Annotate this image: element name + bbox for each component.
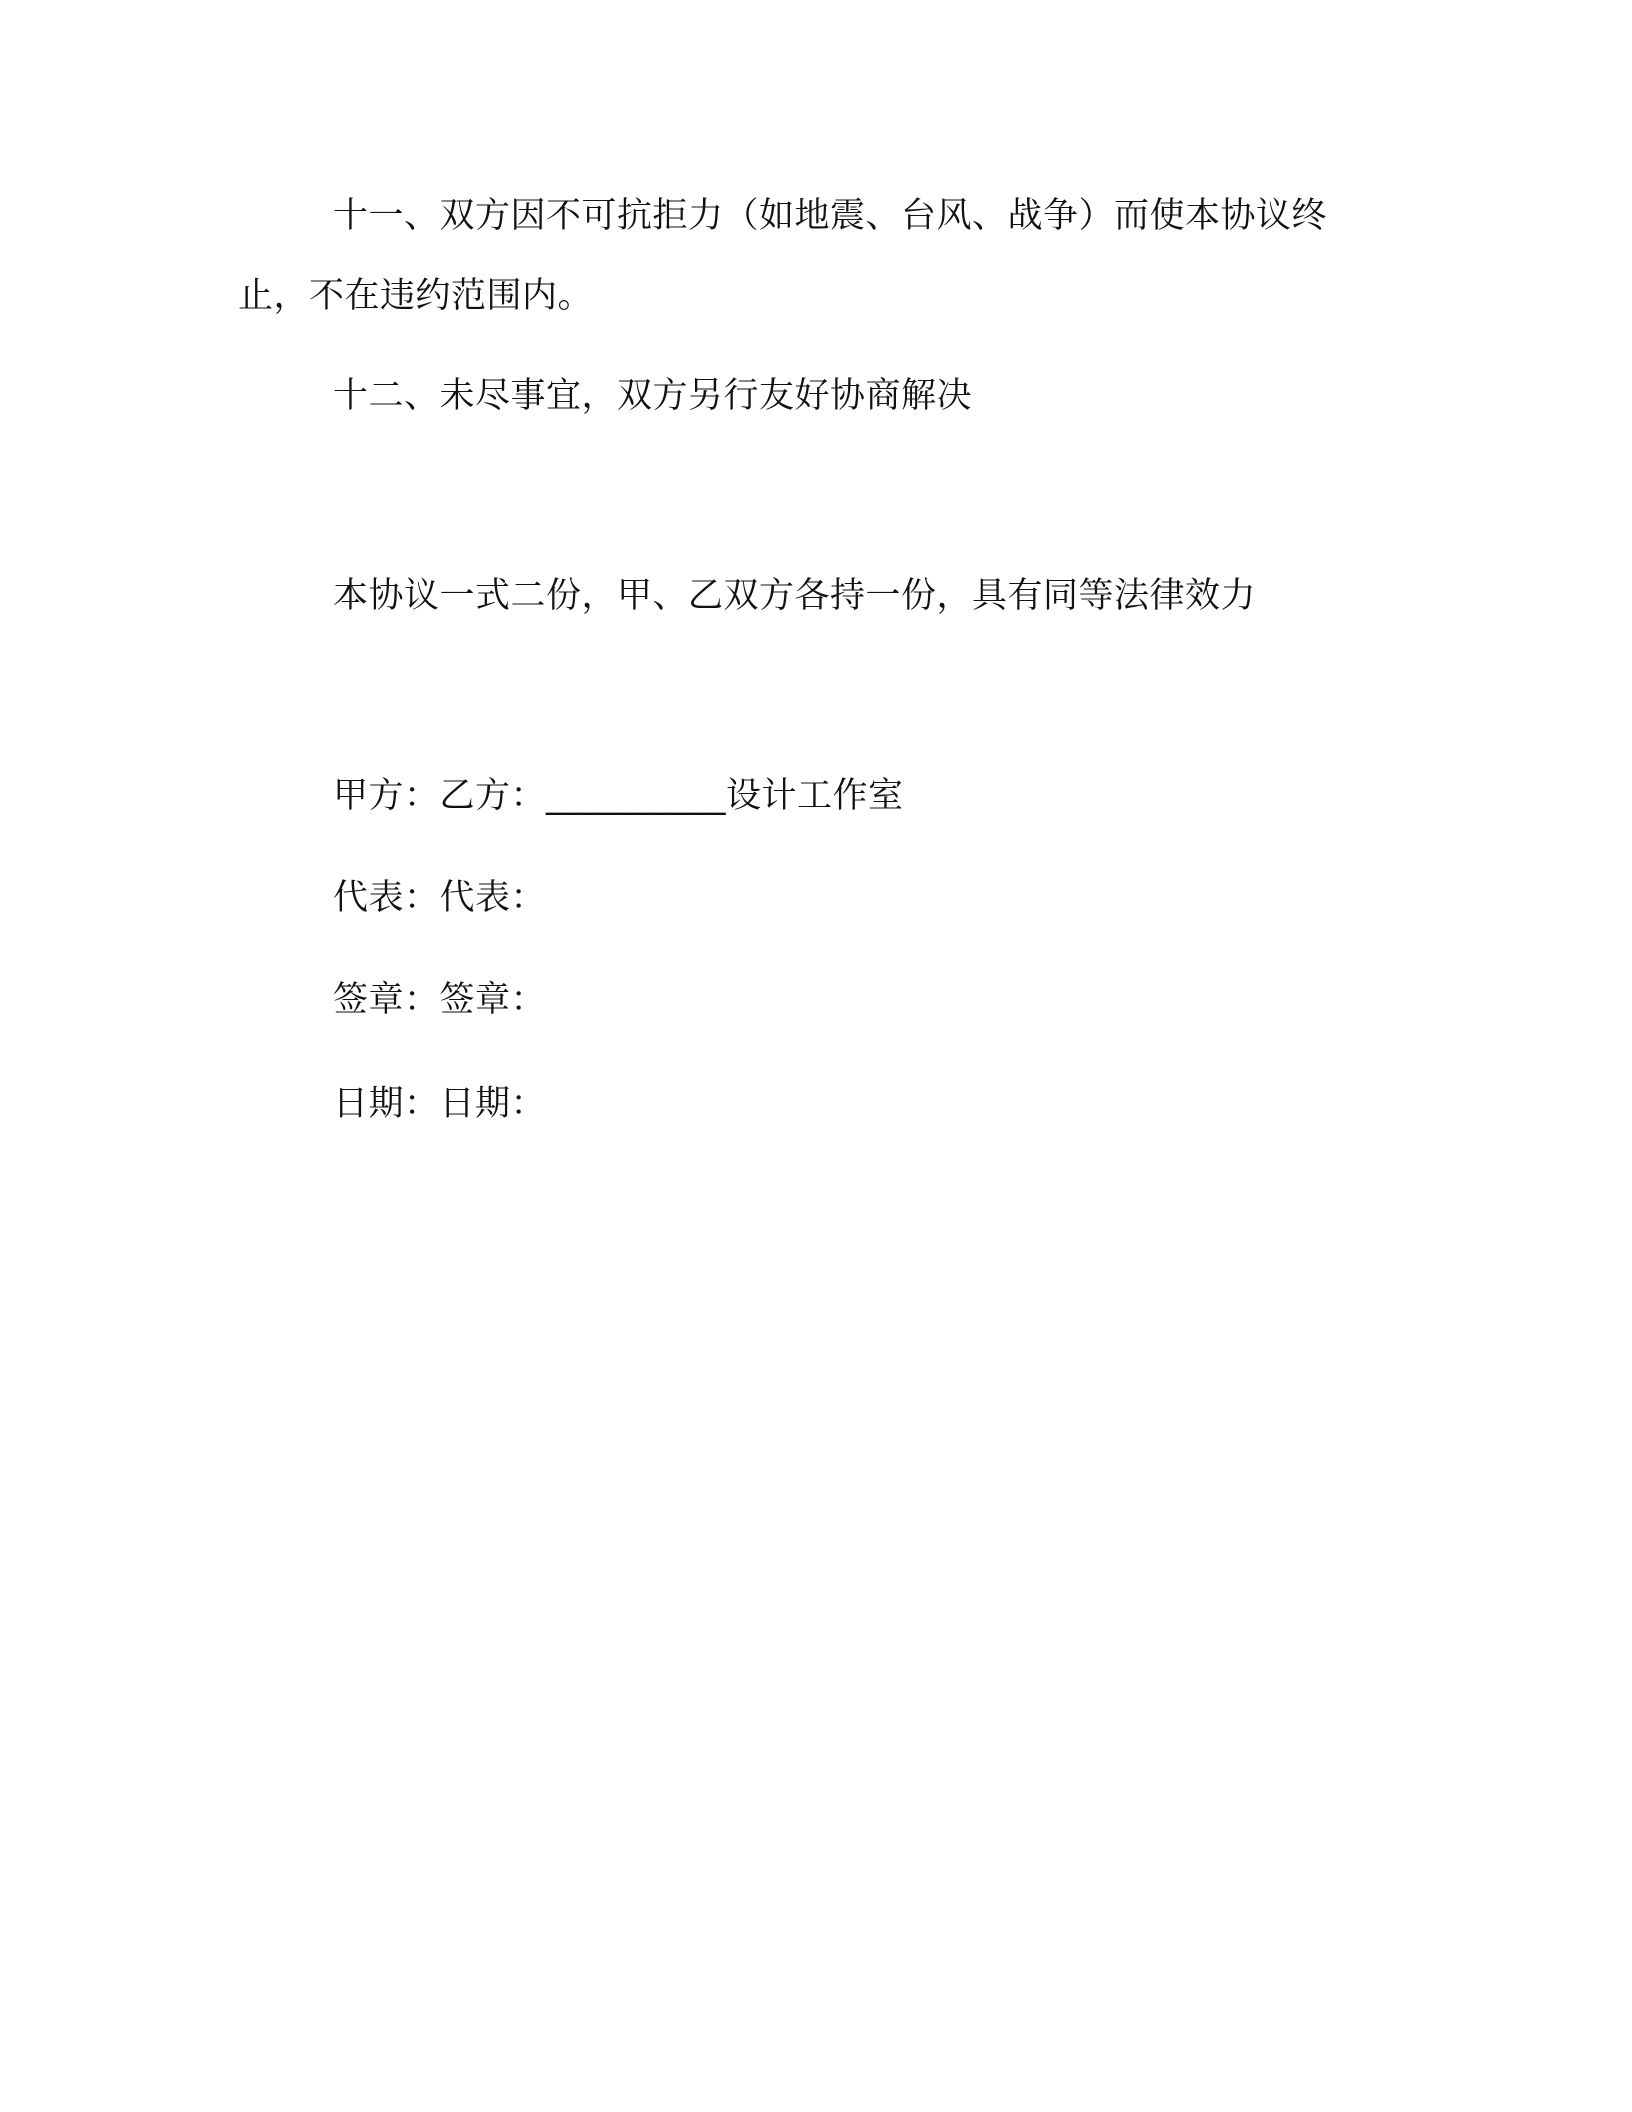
signature-parties: 甲方：乙方：__________设计工作室 [333,776,904,816]
signature-seal: 签章：签章： [333,980,547,1020]
signature-representative: 代表：代表： [333,878,547,918]
clause-11-line-1: 十一、双方因不可抗拒力（如地震、台风、战争）而使本协议终 [333,196,1328,236]
signature-date: 日期：日期： [333,1084,547,1124]
copies-statement: 本协议一式二份，甲、乙双方各持一份，具有同等法律效力 [333,576,1257,616]
clause-12: 十二、未尽事宜，双方另行友好协商解决 [333,376,973,416]
clause-11-line-2: 止，不在违约范围内。 [238,276,594,316]
